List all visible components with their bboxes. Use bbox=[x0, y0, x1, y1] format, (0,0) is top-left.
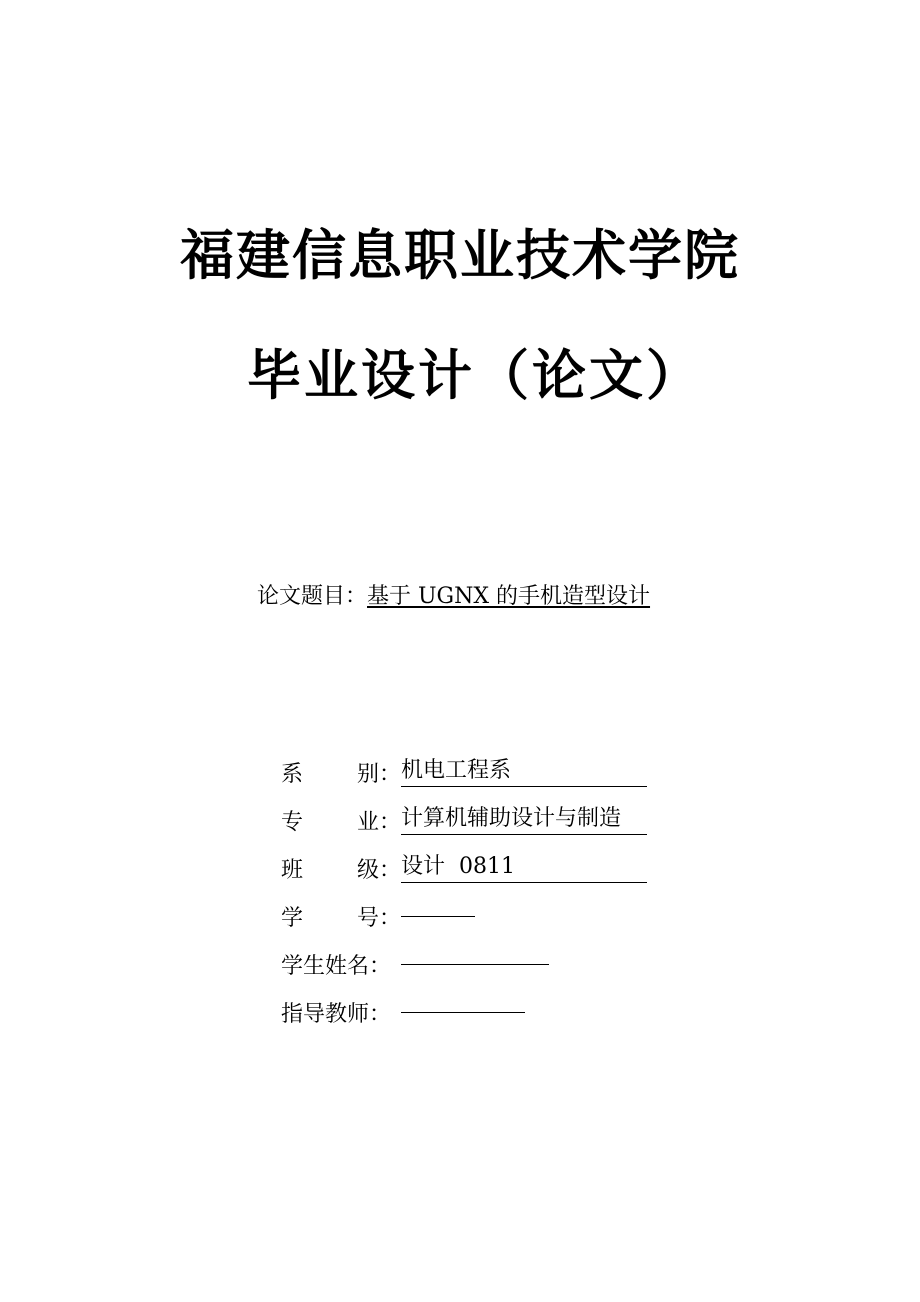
field-student-name bbox=[281, 940, 647, 988]
field-major-label-2: 业： bbox=[356, 809, 401, 835]
field-advisor bbox=[281, 988, 647, 1036]
field-class-label-1: 班 bbox=[281, 857, 304, 883]
field-class-value: 设计 0811 bbox=[401, 853, 647, 883]
field-advisor-value bbox=[401, 1011, 525, 1013]
thesis-topic-value: 基于 UGNX 的手机造型设计 bbox=[367, 584, 651, 609]
field-department-label-1: 系 bbox=[281, 761, 304, 787]
field-class bbox=[281, 844, 647, 892]
field-class-label-2: 级： bbox=[356, 857, 401, 883]
thesis-topic bbox=[257, 580, 650, 614]
school-name: 福建信息职业技术学院 bbox=[180, 224, 740, 287]
thesis-topic-label: 论文题目： bbox=[257, 584, 368, 609]
field-department-label-2: 别： bbox=[356, 761, 401, 787]
field-student-name-value bbox=[401, 963, 549, 965]
field-major-label-1: 专 bbox=[281, 809, 304, 835]
field-student-id-label-1: 学 bbox=[281, 905, 304, 931]
field-major-value: 计算机辅助设计与制造 bbox=[401, 805, 647, 835]
field-advisor-label: 指导教师： bbox=[281, 1001, 392, 1027]
field-department-value: 机电工程系 bbox=[401, 757, 647, 787]
document-type-title: 毕业设计（论文） bbox=[247, 344, 703, 407]
cover-info-list bbox=[281, 748, 647, 1036]
field-major bbox=[281, 796, 647, 844]
field-student-name-label: 学生姓名： bbox=[281, 953, 392, 979]
field-student-id-value bbox=[401, 915, 475, 917]
field-student-id-label-2: 号： bbox=[356, 905, 401, 931]
field-department bbox=[281, 748, 647, 796]
field-student-id bbox=[281, 892, 647, 940]
